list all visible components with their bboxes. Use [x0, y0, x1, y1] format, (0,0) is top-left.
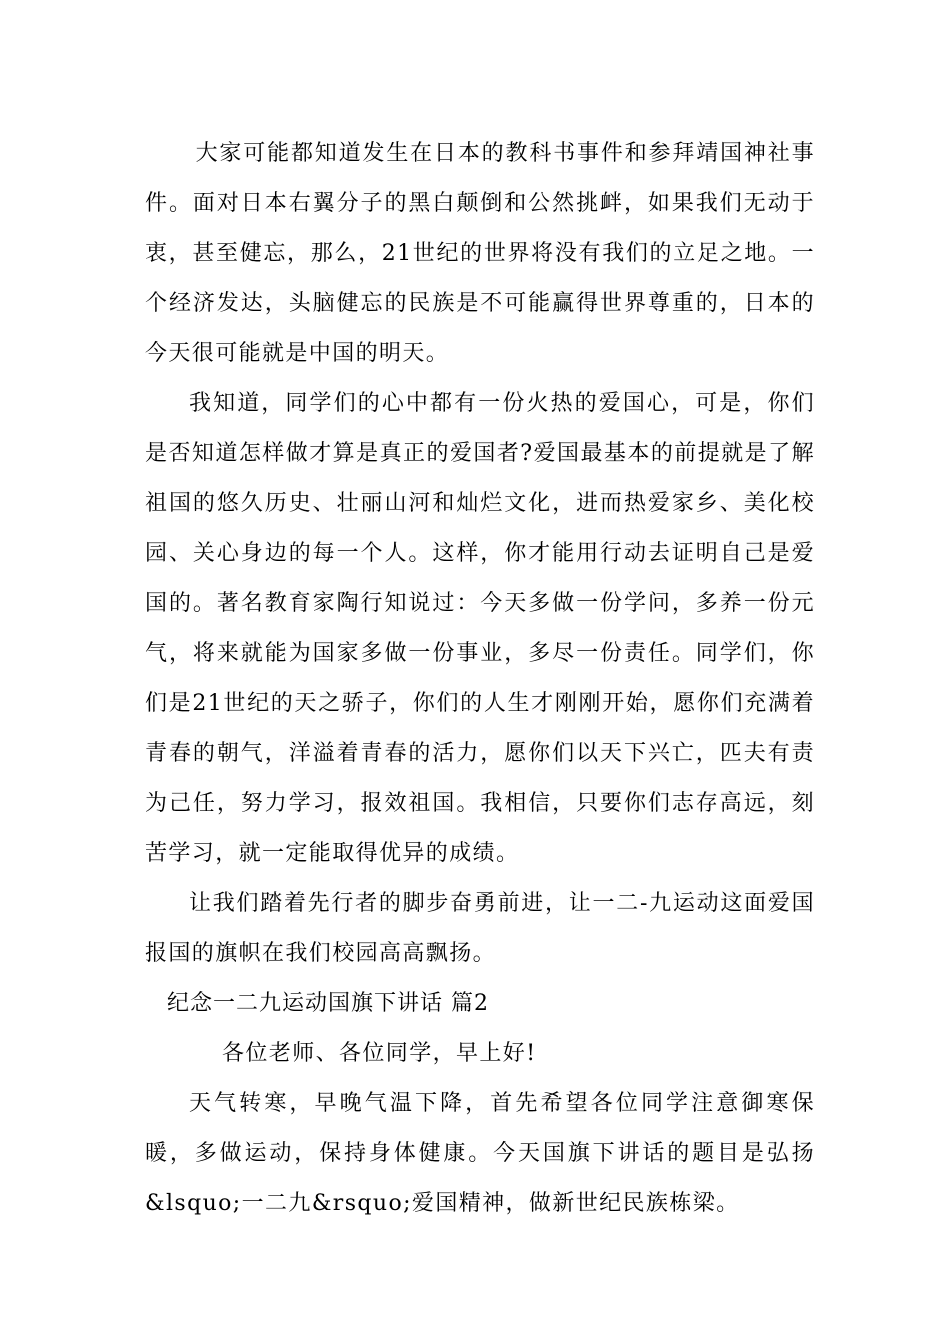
- paragraph-textbook-incident: 大家可能都知道发生在日本的教科书事件和参拜靖国神社事件。面对日本右翼分子的黑白颠倒和公然挑衅，如果我们无动于衷，甚至健忘，那么，21世纪的世界将没有我们的立足之地。一个经济发达，头脑健忘的民族是不可能赢得世界尊重的，日本的今天很可能就是中国的明天。: [145, 141, 815, 366]
- section-heading: 纪念一二九运动国旗下讲话 篇2: [167, 991, 489, 1016]
- paragraph-closing-call: 让我们踏着先行者的脚步奋勇前进，让一二-九运动这面爱国报国的旗帜在我们校园高高飘扬。: [145, 891, 815, 966]
- greeting-line: 各位老师、各位同学，早上好!: [222, 1041, 537, 1066]
- document-body: [145, 129, 815, 1229]
- paragraph-speech-intro: 天气转寒，早晚气温下降，首先希望各位同学注意御寒保暖，多做运动，保持身体健康。今天国旗下讲话的题目是弘扬&lsquo;一二九&rsquo;爱国精神，做新世纪民族栋梁。: [145, 1091, 815, 1216]
- paragraph-patriotism: 我知道，同学们的心中都有一份火热的爱国心，可是，你们是否知道怎样做才算是真正的爱国者?爱国最基本的前提就是了解祖国的悠久历史、壮丽山河和灿烂文化，进而热爱家乡、美化校园、关心身边的每一个人。这样，你才能用行动去证明自己是爱国的。著名教育家陶行知说过：今天多做一份学问，多养一份元气，将来就能为国家多做一份事业，多尽一份责任。同学们，你们是21世纪的天之骄子，你们的人生才刚刚开始，愿你们充满着青春的朝气，洋溢着青春的活力，愿你们以天下兴亡，匹夫有责为己任，努力学习，报效祖国。我相信，只要你们志存高远，刻苦学习，就一定能取得优异的成绩。: [145, 391, 815, 866]
